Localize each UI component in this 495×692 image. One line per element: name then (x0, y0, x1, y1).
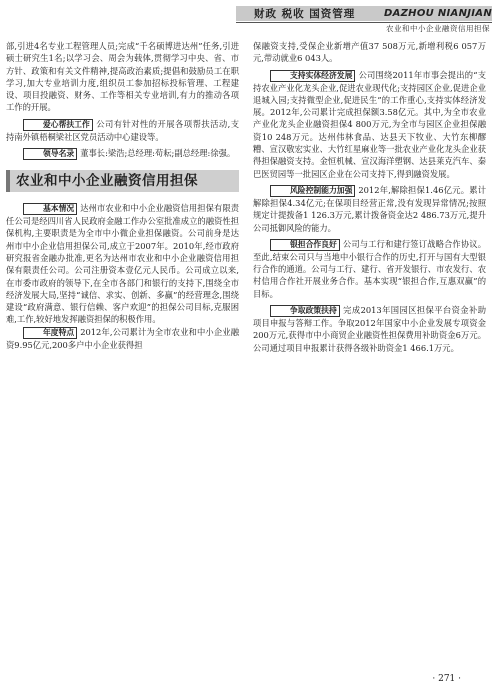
header-brand: DAZHOU NIANJIAN (383, 8, 492, 19)
basic-text: 达州市农业和中小企业融资信用担保有限责任公司是经四川省人民政府金融工作办公室批准成立的融资性担保机构,主要职责是为全市中小微企业担保融资。公司前身是达州市中小企业信用担保公司,成立于2007年。2010年,经市政府研究报省金融办批准,更名为达州市农业和中小企业融资信用担保有限责任公司。公司注册资本壹亿元人民币。公司成立以来,在市委市政府的领导下,在全市各部门和银行的支持下,围绕全市经济发展大局,坚持“诚信、求实、创新、多赢”的经营理念,围绕建设“政府满意、银行信赖、客户欢迎”的担保公司目标,克服困难,工作,较好地发挥融资担保的积极作用。 (6, 203, 239, 325)
intro-paragraph: 部,引进4名专业工程管理人员;完成“千名硕博进达州”任务,引进硕士研究生1名;以学习会、周会为载体,贯彻学习中央、省、市方针、政策和有关文件精神,提高政治素质;提倡和鼓励员工在职学习,加大专业培训力度,组织员工参加招标投标管理、工程建设、项目投融资、财务、工作等相关专业培训,有力的推动各项工作的开展。 (6, 41, 239, 113)
year-text: 2012年,公司累计为全市农业和中小企业融资9.95亿元,200多户中小企业获得担 (6, 326, 239, 350)
support-text: 公司围绕2011年市事会提出的“支持农业产业化龙头企业,促进农业现代化;支持园区企业,促进企业退城入园;支持微型企业,促进民生”的工作重心,支持实体经济发展。2012年,公司累计完成担保额3.58亿元。其中,为全市农业产业化龙头企业融资担保4 800万元,为全市与园区企业担保融资10 248万元。达州伟林食品、达县天下牧业、大竹东柳醪糟、宣汉敬宏实业、大竹红星麻业等一批农业产业化龙头企业获得担保融资支持。金恒机械、宣汉海洋塑钢、达县莱克汽车、秦巴医贸园等一批园区企业在公司支持下,得到融资发展。 (253, 69, 486, 179)
leaders-text: 董事长:梁浩;总经理:苟耘;副总经理:徐强。 (80, 148, 236, 159)
continued-paragraph: 保融资支持,受保企业新增产值37 508万元,新增利税6 057万元,带动就业6 043人。 (253, 41, 486, 64)
policy-paragraph (253, 304, 486, 354)
risk-paragraph (253, 184, 486, 234)
bank-paragraph (253, 238, 486, 300)
leaders-tag: 领导名录 (23, 148, 77, 160)
help-text: 公司有针对性的开展各项帮扶活动,支持南外镇梧桐梁社区党员活动中心建设等。 (6, 118, 239, 142)
support-tag: 支持实体经济发展 (270, 70, 355, 82)
risk-tag: 风险控制能力加强 (270, 185, 355, 197)
leaders-paragraph (6, 147, 239, 160)
policy-tag: 争取政策扶持 (270, 305, 340, 317)
page-number: · 271 · (432, 674, 461, 684)
year-tag: 年度特点 (23, 327, 77, 339)
support-paragraph (253, 69, 486, 180)
header-subtitle: 农业和中小企业融资信用担保 (386, 24, 490, 33)
risk-text: 2012年,解除担保1.46亿元。累计解除担保4.34亿元;在保项目经营正常,没有发现异常情况;按照规定计提拨备1 126.3万元,累计拨备资金达2 486.73万元,提升公司抵御风险的能力。 (253, 184, 486, 233)
help-tag: 爱心帮扶工作 (23, 119, 93, 131)
left-column (6, 40, 239, 351)
policy-text: 完成2013年国园区担保平台资金补助项目申报与答辩工作。争取2012年国家中小企业发展专项资金200万元,获得市中小商贸企业融资性担保费用补助资金6万元。公司通过项目申报累计获得各级补助资金1 466.1万元。 (253, 305, 486, 353)
year-paragraph (6, 326, 239, 351)
section-title: 农业和中小企业融资信用担保 (6, 170, 239, 192)
header-bar (236, 6, 492, 21)
bank-text: 公司与工行和建行签订战略合作协议。至此,结束公司只与当地中小银行合作的历史,打开与国有大型银行合作的通道。公司与工行、建行、省开发银行、市农发行、农村信用合作社开展业务合作。基本实现“银担合作,互惠双赢”的目标。 (253, 238, 486, 299)
header-categories: 财政 税收 国资管理 (254, 8, 356, 20)
right-column (253, 40, 486, 354)
basic-paragraph (6, 202, 239, 326)
basic-tag: 基本情况 (23, 203, 77, 215)
bank-tag: 银担合作良好 (270, 239, 340, 251)
help-paragraph (6, 118, 239, 143)
